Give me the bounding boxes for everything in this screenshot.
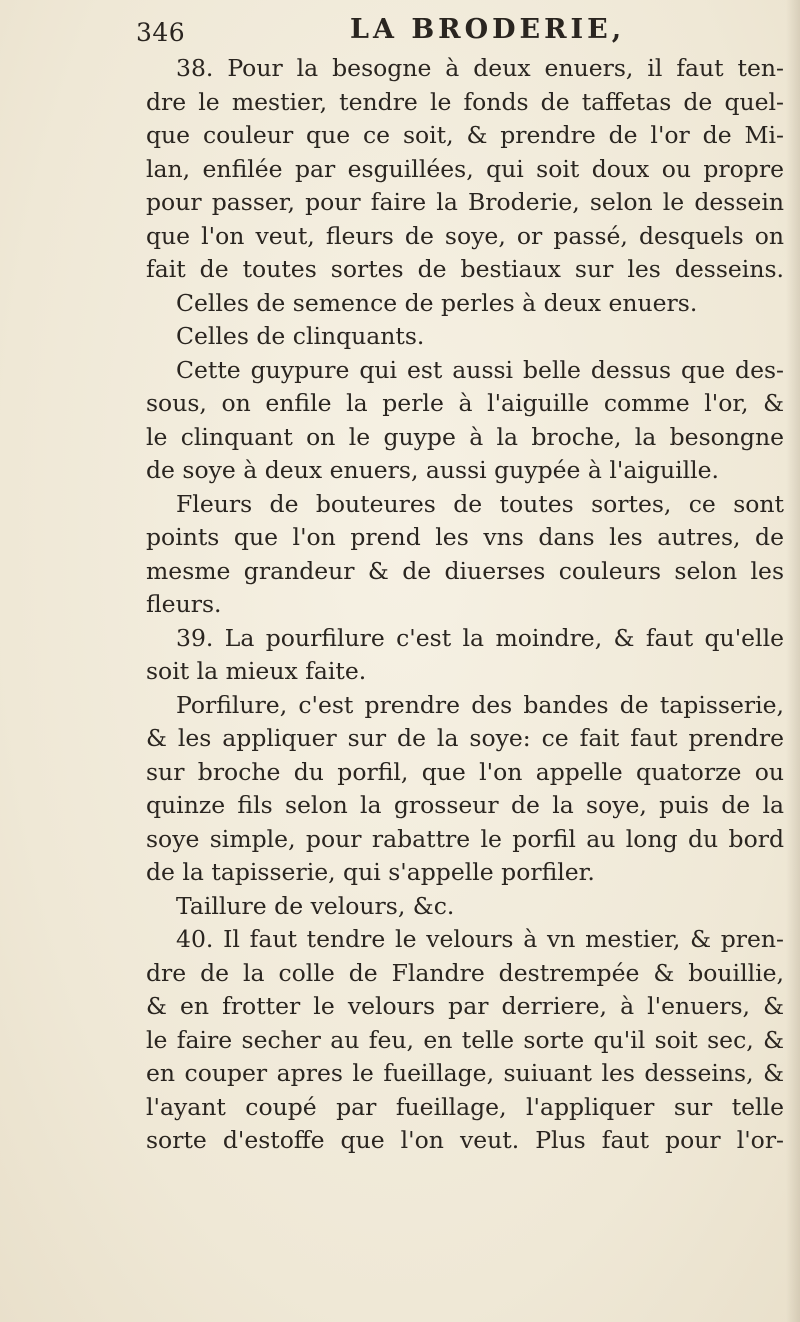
text-line: lan, enfilée par esguillées, qui soit doux ou propre (146, 154, 784, 183)
text-line: Taillure de velours, &c. (176, 891, 455, 920)
text-line: & les appliquer sur de la soye: ce fait faut prendre (146, 724, 784, 752)
text-line: en couper apres le fueillage, suiuant les desseins, & (146, 1059, 784, 1087)
text-line: fait de toutes sortes de bestiaux sur les desseins. (146, 255, 784, 283)
text-line: pour passer, pour faire la Broderie, selon le dessein (146, 188, 784, 216)
text-line: le clinquant on le guype à la broche, la besongne (146, 422, 784, 451)
text-line: & en frotter le velours par derriere, à l'enuers, & (146, 992, 784, 1020)
text-line: points que l'on prend les vns dans les autres, de (146, 523, 784, 551)
text-line: sur broche du porfil, que l'on appelle quatorze ou (146, 757, 784, 786)
text-line: 39. La pourfilure c'est la moindre, & faut qu'elle (176, 623, 784, 652)
text-line: fleurs. (146, 590, 222, 618)
text-line: dre le mestier, tendre le fonds de taffetas de quel- (146, 87, 784, 116)
text-line: Porfilure, c'est prendre des bandes de tapisserie, (176, 690, 784, 719)
text-line: soye simple, pour rabattre le porfil au long du bord (146, 824, 784, 853)
text-line: mesme grandeur & de diuerses couleurs selon les (146, 556, 784, 585)
text-line: quinze fils selon la grosseur de la soye, puis de la (146, 791, 784, 819)
text-line: 38. Pour la besogne à deux enuers, il faut ten- (176, 54, 784, 82)
text-line: que couleur que ce soit, & prendre de l'or de Mi- (146, 121, 784, 149)
text-line: soit la mieux faite. (146, 657, 367, 685)
text-line: de soye à deux enuers, aussi guypée à l'aiguille. (146, 456, 720, 484)
text-line: le faire secher au feu, en telle sorte qu'il soit sec, & (146, 1025, 784, 1054)
text-line: que l'on veut, fleurs de soye, or passé, desquels on (146, 221, 784, 250)
body-text (146, 52, 784, 1158)
running-title: LA BRODERIE, (350, 14, 626, 45)
text-line: sous, on enfile la perle à l'aiguille comme l'or, & (146, 389, 784, 417)
text-line: de la tapisserie, qui s'appelle porfiler. (146, 858, 595, 886)
page-header (130, 10, 770, 50)
text-line: Celles de clinquants. (176, 322, 425, 350)
page-edge-shadow (786, 0, 800, 1322)
text-line: Celles de semence de perles à deux enuers. (176, 288, 698, 317)
page-number: 346 (136, 18, 186, 47)
text-line: 40. Il faut tendre le velours à vn mestier, & pren- (176, 925, 784, 953)
text-line: sorte d'estoffe que l'on veut. Plus faut pour l'or- (146, 1126, 784, 1154)
text-line: Fleurs de bouteures de toutes sortes, ce sont (176, 489, 784, 518)
text-line: dre de la colle de Flandre destrempée & bouillie, (146, 958, 784, 987)
text-line: Cette guypure qui est aussi belle dessus que des- (176, 355, 784, 384)
text-line: l'ayant coupé par fueillage, l'appliquer sur telle (146, 1092, 784, 1121)
